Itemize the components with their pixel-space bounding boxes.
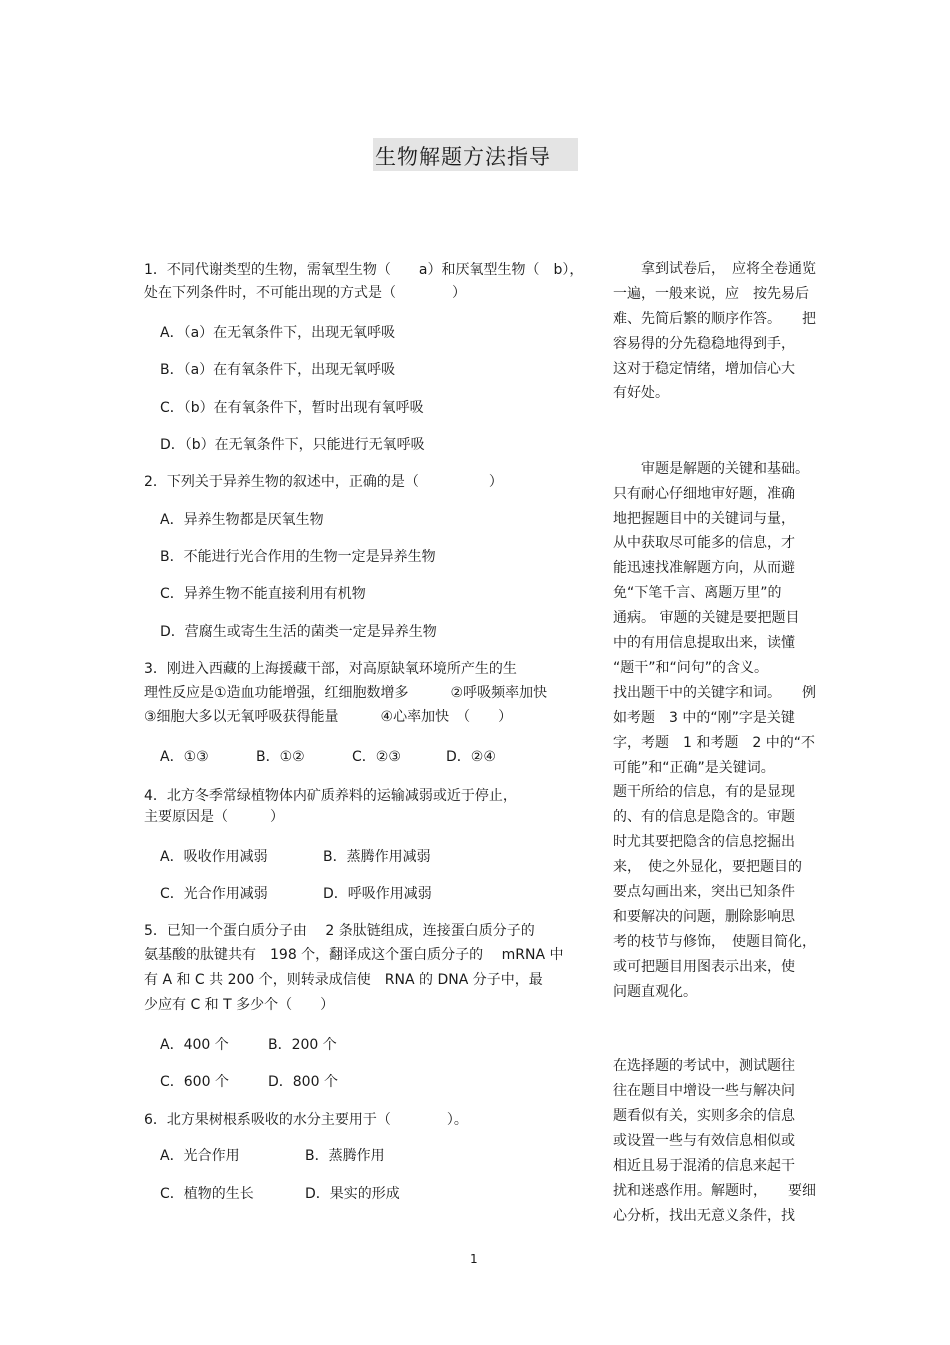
sidebar-p2-line: 中的有用信息提取出来，读懂 <box>613 635 795 651</box>
sidebar-p2-line: 和要解决的问题，删除影响思 <box>613 909 795 925</box>
question-4-stem-line-2: 主要原因是（ ） <box>144 809 284 825</box>
sidebar-p1-line: 有好处。 <box>613 385 669 401</box>
sidebar-p2-line: 如考题 3 中的“刚”字是关键 <box>613 710 795 726</box>
question-1-stem-line-1: 1．不同代谢类型的生物，需氧型生物（ a）和厌氧型生物（ b）， <box>144 262 584 278</box>
page-title: 生物解题方法指导 <box>375 145 551 169</box>
question-6-stem-line-1: 6．北方果树根系吸收的水分主要用于（ ）。 <box>144 1112 468 1128</box>
sidebar-p2-line: 只有耐心仔细地审好题，准确 <box>613 486 795 502</box>
question-5-option-b: B．200 个 <box>268 1037 337 1053</box>
sidebar-p3-line: 往在题目中增设一些与解决问 <box>613 1083 795 1099</box>
question-4-option-d: D．呼吸作用减弱 <box>323 886 432 902</box>
question-3-option-d: D．②④ <box>446 749 496 765</box>
question-5-stem-line-1: 5．已知一个蛋白质分子由 2 条肽链组成，连接蛋白质分子的 <box>144 923 535 939</box>
question-4-option-c: C．光合作用减弱 <box>160 886 268 902</box>
sidebar-p1-line: 容易得的分先稳稳地得到手， <box>613 336 795 352</box>
question-5-option-d: D．800 个 <box>268 1074 338 1090</box>
sidebar-p2-line: 时尤其要把隐含的信息挖掘出 <box>613 834 795 850</box>
sidebar-p3-line: 扰和迷惑作用。解题时， 要细 <box>613 1183 816 1199</box>
sidebar-p3-line: 或设置一些与有效信息相似或 <box>613 1133 795 1149</box>
question-5-stem-line-4: 少应有 C 和 T 多少个（ ） <box>144 997 335 1013</box>
sidebar-p1-line: 这对于稳定情绪，增加信心大 <box>613 361 795 377</box>
question-6-option-c: C．植物的生长 <box>160 1186 254 1202</box>
sidebar-p2-line: 字，考题 1 和考题 2 中的“不 <box>613 735 815 751</box>
question-2-option-c: C．异养生物不能直接利用有机物 <box>160 586 366 602</box>
sidebar-p2-line: 免“下笔千言、离题万里”的 <box>613 585 782 601</box>
question-3-stem-line-3: ③细胞大多以无氧呼吸获得能量 ④心率加快 （ ） <box>144 709 513 725</box>
question-5-option-a: A．400 个 <box>160 1037 229 1053</box>
sidebar-p2-line: 通病。 审题的关键是要把题目 <box>613 610 800 626</box>
sidebar-p3-line: 相近且易于混淆的信息来起干 <box>613 1158 795 1174</box>
question-2-option-b: B．不能进行光合作用的生物一定是异养生物 <box>160 549 436 565</box>
sidebar-p1-line: 难、先简后繁的顺序作答。 把 <box>613 311 816 327</box>
question-5-stem-line-3: 有 A 和 C 共 200 个，则转录成信使 RNA 的 DNA 分子中，最 <box>144 972 543 988</box>
question-2-option-d: D．营腐生或寄生生活的菌类一定是异养生物 <box>160 624 437 640</box>
question-5-option-c: C．600 个 <box>160 1074 229 1090</box>
sidebar-p2-line: 地把握题目中的关键词与量， <box>613 511 795 527</box>
question-1-option-c: C．（b）在有氧条件下，暂时出现有氧呼吸 <box>160 400 424 416</box>
question-1-stem-line-2: 处在下列条件时，不可能出现的方式是（ ） <box>144 285 466 301</box>
question-6-option-a: A．光合作用 <box>160 1148 240 1164</box>
question-3-stem-line-1: 3．刚进入西藏的上海援藏干部，对高原缺氧环境所产生的生 <box>144 661 517 677</box>
sidebar-p2-line: 的、有的信息是隐含的。审题 <box>613 809 795 825</box>
question-2-stem-line-1: 2．下列关于异养生物的叙述中，正确的是（ ） <box>144 474 503 490</box>
sidebar-p2-line: 考的枝节与修饰， 使题目简化， <box>613 934 816 950</box>
sidebar-p3-line: 题看似有关，实则多余的信息 <box>613 1108 795 1124</box>
question-1-option-a: A．（a）在无氧条件下，出现无氧呼吸 <box>160 325 396 341</box>
sidebar-p2-line: 能迅速找准解题方向，从而避 <box>613 560 795 576</box>
sidebar-p2-line: 或可把题目用图表示出来，使 <box>613 959 795 975</box>
question-6-option-b: B．蒸腾作用 <box>305 1148 385 1164</box>
question-1-option-b: B．（a）在有氧条件下，出现无氧呼吸 <box>160 362 396 378</box>
sidebar-p3-line: 在选择题的考试中，测试题往 <box>613 1058 795 1074</box>
question-3-option-a: A．①③ <box>160 749 209 765</box>
question-5-stem-line-2: 氨基酸的肽键共有 198 个，翻译成这个蛋白质分子的 mRNA 中 <box>144 947 564 963</box>
sidebar-p2-line: 题干所给的信息，有的是显现 <box>613 784 795 800</box>
question-2-option-a: A．异养生物都是厌氧生物 <box>160 512 324 528</box>
sidebar-p2-line: 可能”和“正确”是关键词。 <box>613 760 775 776</box>
question-4-stem-line-1: 4．北方冬季常绿植物体内矿质养料的运输减弱或近于停止， <box>144 788 517 804</box>
sidebar-p2-line: “题干”和“问句”的含义。 <box>613 660 769 676</box>
question-4-option-a: A．吸收作用减弱 <box>160 849 268 865</box>
sidebar-p2-line: 审题是解题的关键和基础。 <box>613 461 809 477</box>
sidebar-p3-line: 心分析，找出无意义条件，找 <box>613 1208 795 1224</box>
sidebar-p1-line: 拿到试卷后， 应将全卷通览 <box>613 261 816 277</box>
sidebar-p2-line: 找出题干中的关键字和词。 例 <box>613 685 816 701</box>
question-6-option-d: D．果实的形成 <box>305 1186 400 1202</box>
sidebar-p2-line: 从中获取尽可能多的信息，才 <box>613 535 795 551</box>
question-3-option-c: C．②③ <box>352 749 401 765</box>
sidebar-p2-line: 来， 使之外显化，要把题目的 <box>613 859 802 875</box>
question-4-option-b: B．蒸腾作用减弱 <box>323 849 431 865</box>
sidebar-p1-line: 一遍，一般来说，应 按先易后 <box>613 286 809 302</box>
question-3-stem-line-2: 理性反应是①造血功能增强，红细胞数增多 ②呼吸频率加快 <box>144 685 548 701</box>
question-1-option-d: D．（b）在无氧条件下，只能进行无氧呼吸 <box>160 437 425 453</box>
page-number: 1 <box>470 1252 478 1266</box>
sidebar-p2-line: 问题直观化。 <box>613 984 697 1000</box>
sidebar-p2-line: 要点勾画出来，突出已知条件 <box>613 884 795 900</box>
question-3-option-b: B．①② <box>256 749 305 765</box>
